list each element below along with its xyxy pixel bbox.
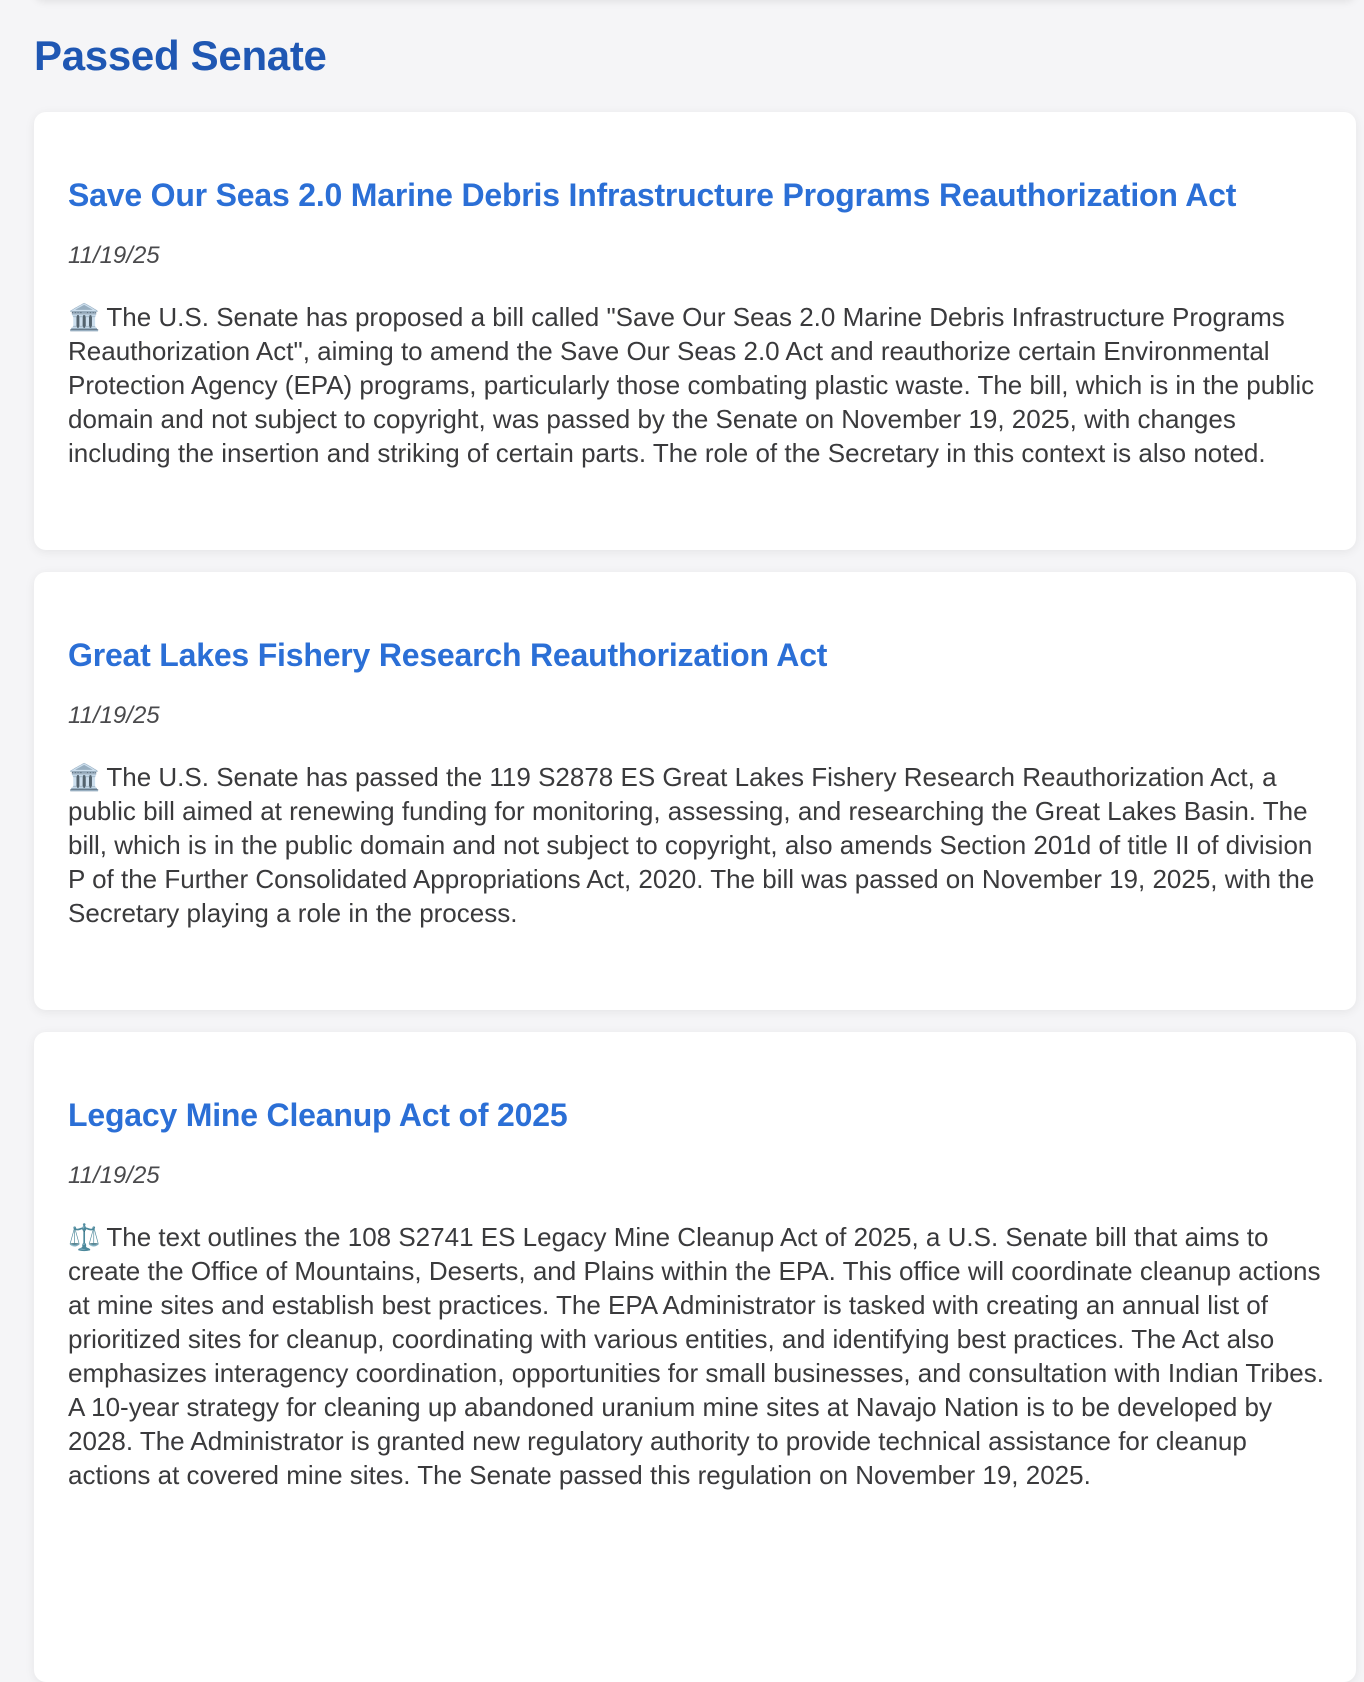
bill-summary-text: The U.S. Senate has proposed a bill called "Save Our Seas 2.0 Marine Debris Infrastructure Programs Reauthorization Act", aiming to amend the Save Our Seas 2.0 Act and reauthorize certain Environmental Protection Agency (EPA) programs, particularly those combating plastic waste. The bill, which is in the public domain and not subject to copyright, was passed by the Senate on November 19, 2025, with changes including the insertion and striking of certain parts. The role of the Secretary in this context is also noted. bbox=[68, 302, 1315, 468]
bill-card bbox=[34, 112, 1356, 550]
bill-card bbox=[34, 1032, 1356, 1682]
section-title: Passed Senate bbox=[34, 32, 327, 79]
classical-building-icon: 🏛️ bbox=[68, 302, 101, 332]
bill-title-link[interactable]: Great Lakes Fishery Research Reauthorization Act bbox=[68, 637, 828, 673]
bill-summary-text: The text outlines the 108 S2741 ES Legacy Mine Cleanup Act of 2025, a U.S. Senate bill that aims to create the Office of Mountains, Deserts, and Plains within the EPA. This office will coordinate cleanup actions at mine sites and establish best practices. The EPA Administrator is tasked with creating an annual list of prioritized sites for cleanup, coordinating with various entities, and identifying best practices. The Act also emphasizes interagency coordination, opportunities for small businesses, and consultation with Indian Tribes. A 10-year strategy for cleaning up abandoned uranium mine sites at Navajo Nation is to be developed by 2028. The Administrator is granted new regulatory authority to provide technical assistance for cleanup actions at covered mine sites. The Senate passed this regulation on November 19, 2025. bbox=[68, 1222, 1324, 1490]
bill-title-link[interactable]: Save Our Seas 2.0 Marine Debris Infrastructure Programs Reauthorization Act bbox=[68, 177, 1237, 213]
bill-title-link[interactable]: Legacy Mine Cleanup Act of 2025 bbox=[68, 1097, 568, 1133]
bill-summary bbox=[68, 1220, 1334, 1492]
balance-scale-icon: ⚖️ bbox=[68, 1222, 101, 1252]
bill-summary bbox=[68, 760, 1334, 930]
bill-summary bbox=[68, 300, 1334, 470]
classical-building-icon: 🏛️ bbox=[68, 762, 101, 792]
bill-date: 11/19/25 bbox=[68, 1162, 160, 1189]
bill-date: 11/19/25 bbox=[68, 702, 160, 729]
bill-date: 11/19/25 bbox=[68, 242, 160, 269]
bill-summary-text: The U.S. Senate has passed the 119 S2878 ES Great Lakes Fishery Research Reauthorization Act, a public bill aimed at renewing funding for monitoring, assessing, and researching the Great Lakes Basin. The bill, which is in the public domain and not subject to copyright, also amends Section 201d of title II of division P of the Further Consolidated Appropriations Act, 2020. The bill was passed on November 19, 2025, with the Secretary playing a role in the process. bbox=[68, 762, 1315, 928]
bill-card bbox=[34, 572, 1356, 1010]
